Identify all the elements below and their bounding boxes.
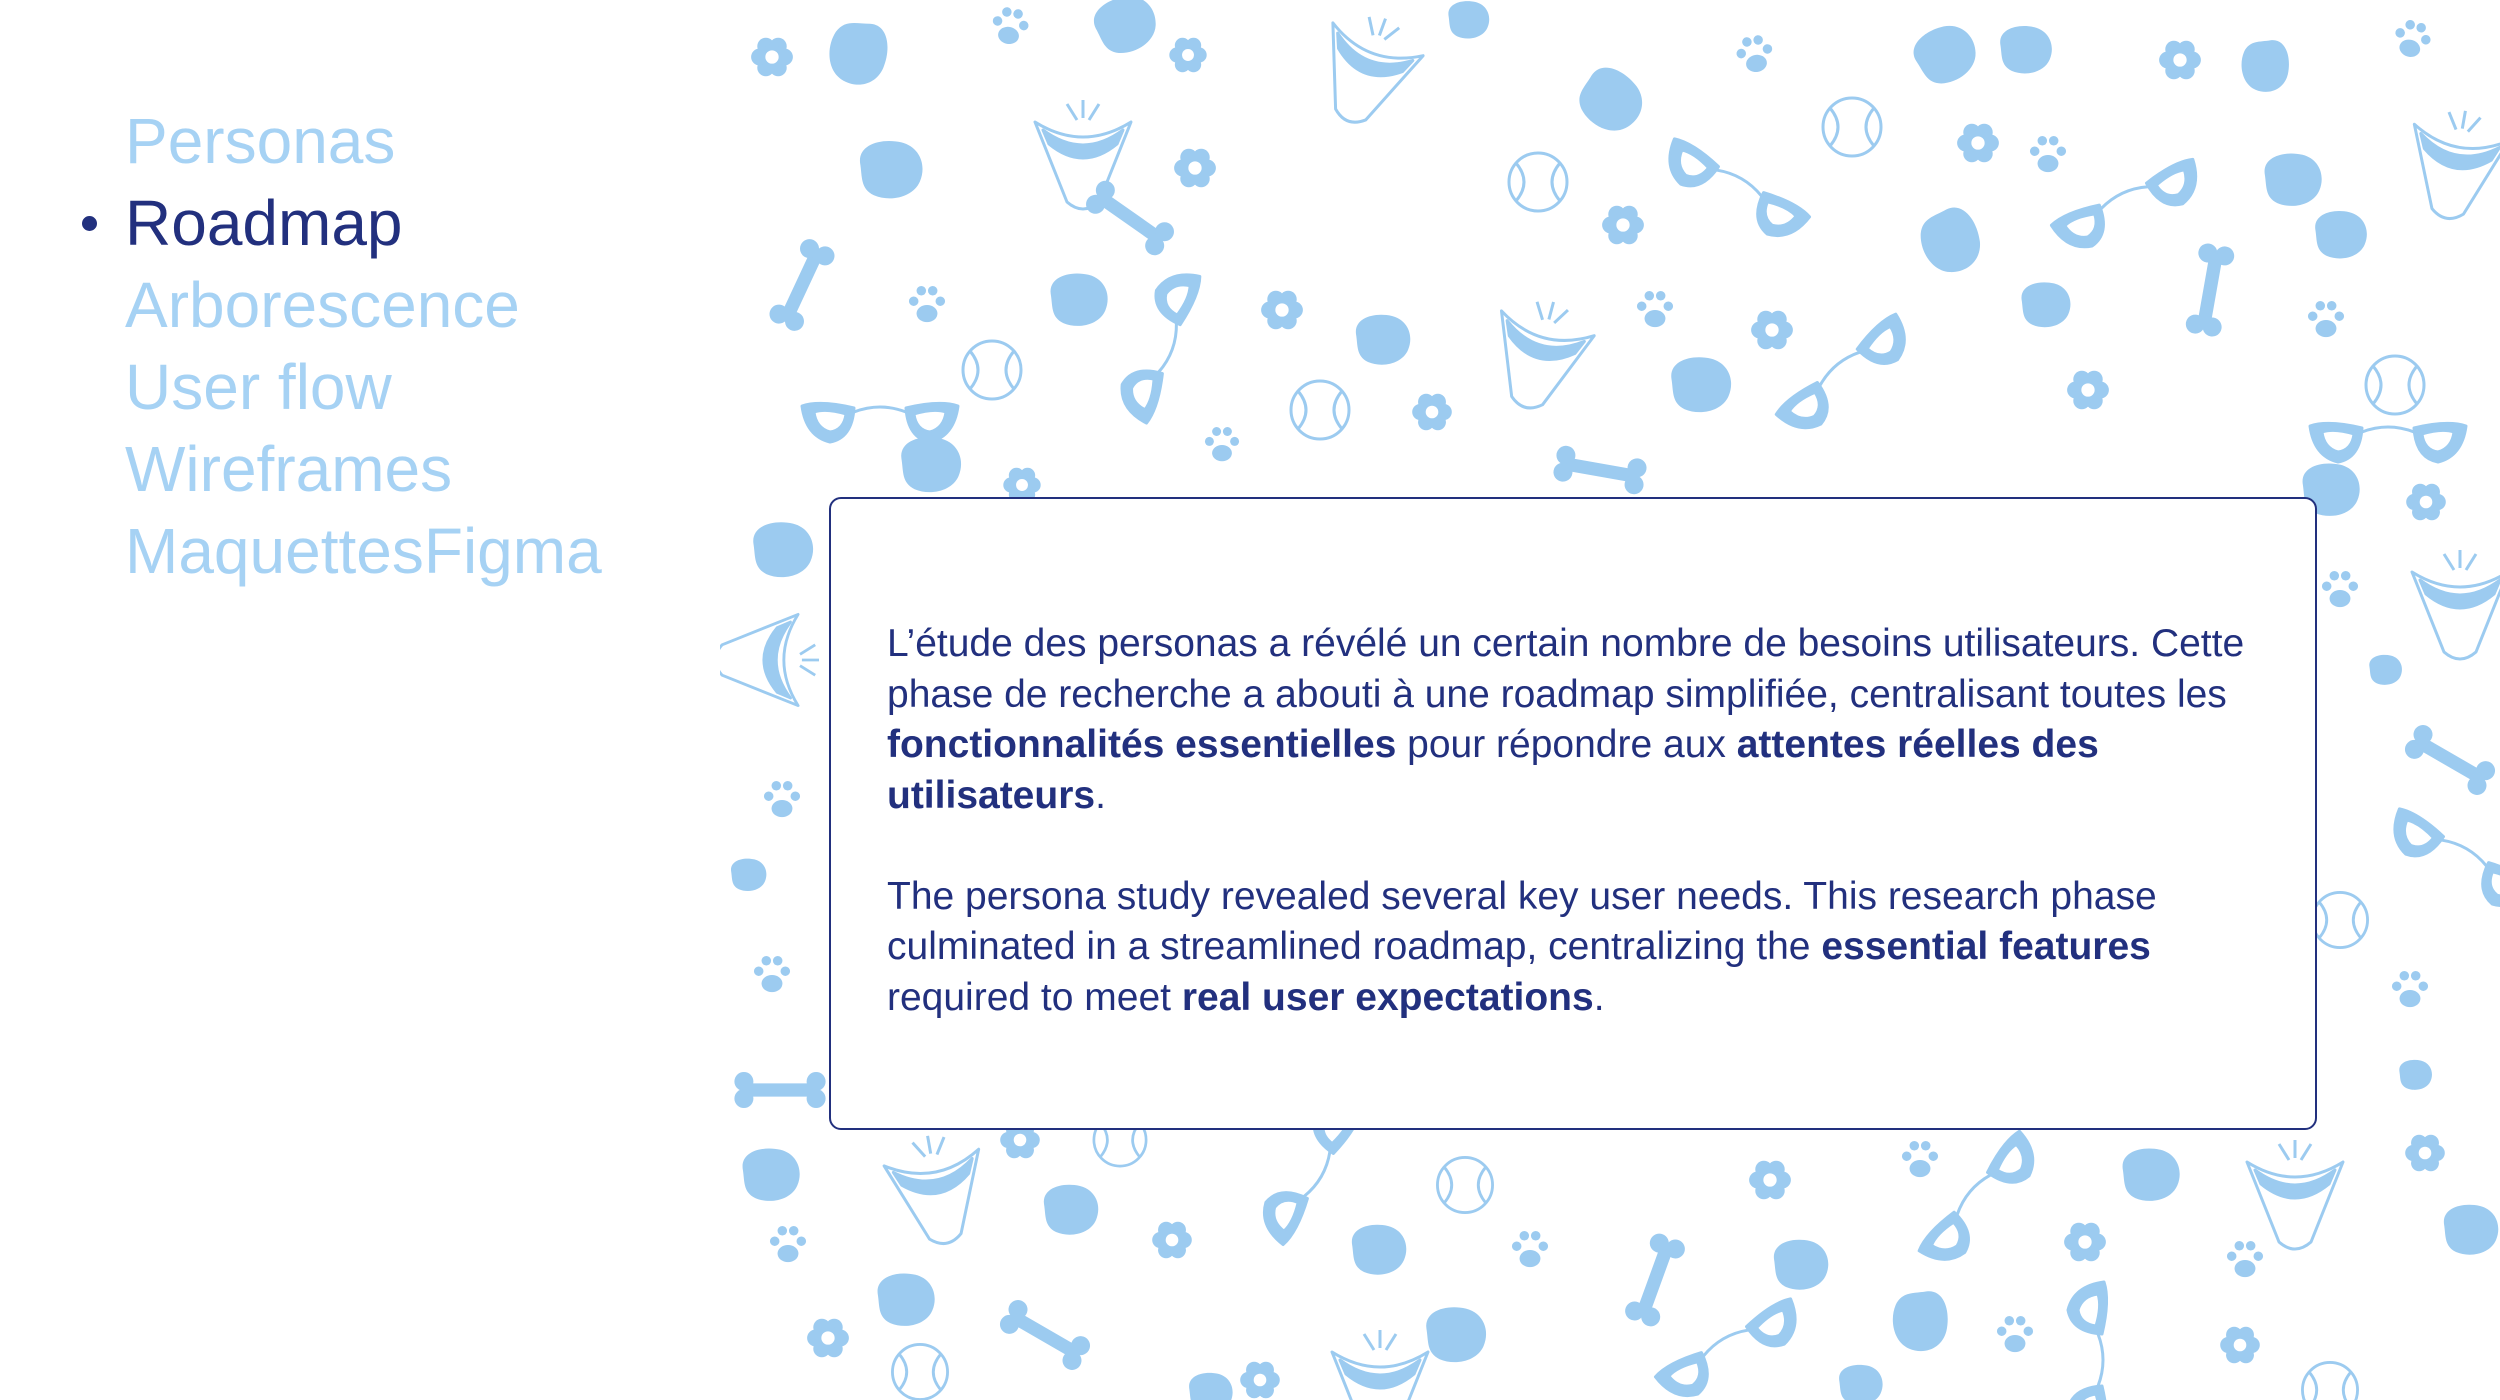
- paw-icon: [2308, 301, 2344, 337]
- flower-icon: [2406, 484, 2446, 521]
- paw-icon: [1205, 427, 1239, 461]
- highlight-attentes: attentes réelles des utilisateurs: [887, 723, 2099, 817]
- bandana-icon: [1479, 290, 1600, 420]
- blob-icon: [1913, 202, 1988, 280]
- ball-icon: [1823, 98, 1881, 156]
- blob-icon: [1569, 58, 1654, 142]
- flower-icon: [1174, 149, 1216, 188]
- glasses-icon: [1775, 312, 1919, 442]
- blob-icon: [753, 522, 813, 577]
- blob-icon: [860, 141, 923, 198]
- flower-icon: [2064, 1223, 2106, 1262]
- bone-icon: [766, 236, 837, 334]
- ball-icon: [1437, 1157, 1492, 1212]
- paw-icon: [989, 5, 1031, 47]
- ball-icon: [2312, 892, 2367, 947]
- flower-icon: [1957, 124, 1999, 163]
- bandana-icon: [1303, 2, 1430, 137]
- bone-icon: [1552, 444, 1648, 495]
- nav-item-arborescence[interactable]: [0, 264, 720, 346]
- nav-item-wireframes[interactable]: [0, 428, 720, 510]
- glasses-icon: [1917, 1130, 2047, 1274]
- flower-icon: [807, 1319, 849, 1358]
- bandana-icon: [2412, 550, 2500, 659]
- blob-icon: [2021, 282, 2070, 327]
- bone-icon: [734, 1072, 825, 1108]
- nav-item-label: MaquettesFigma: [125, 515, 602, 587]
- flower-icon: [1240, 1362, 1280, 1399]
- flower-icon: [1749, 1161, 1791, 1200]
- paw-icon: [909, 286, 945, 322]
- bandana-icon: [2247, 1140, 2343, 1249]
- glasses-icon: [1656, 137, 1810, 248]
- paw-icon: [2030, 136, 2066, 172]
- blob-icon: [1051, 274, 1108, 326]
- ball-icon: [2366, 356, 2424, 414]
- blob-icon: [1839, 1365, 1883, 1400]
- blob-icon: [2265, 154, 2322, 206]
- flower-icon: [1169, 38, 1206, 73]
- paw-icon: [1997, 1316, 2033, 1352]
- ball-icon: [1291, 381, 1349, 439]
- card-body: [887, 619, 2267, 1023]
- flower-icon: [2159, 41, 2201, 80]
- bandana-icon: [880, 1128, 993, 1252]
- blob-icon: [2369, 655, 2402, 685]
- blob-icon: [824, 17, 891, 89]
- roadmap-text-card: [829, 497, 2317, 1130]
- flower-icon: [1261, 291, 1303, 330]
- blob-icon: [1356, 315, 1410, 365]
- paw-icon: [1512, 1231, 1548, 1267]
- glasses-icon: [1113, 264, 1203, 424]
- flower-icon: [1602, 206, 1644, 245]
- nav-item-label: Wireframes: [125, 433, 453, 505]
- blob-icon: [2399, 1060, 2432, 1090]
- ball-icon: [1509, 153, 1567, 211]
- blob-icon: [1352, 1225, 1406, 1275]
- paragraph-english: The persona study revealed several key user needs. This research phase culminated in a streamlined roadmap, centralizing the essential features required to meet real user expectations.: [887, 874, 2157, 1019]
- flower-icon: [2067, 371, 2109, 410]
- blob-icon: [743, 1149, 800, 1201]
- highlight-fonctionnalites: fonctionnalités essentielles: [887, 723, 1397, 766]
- flower-icon: [1751, 311, 1793, 350]
- bone-icon: [996, 1297, 1093, 1374]
- nav-item-personas[interactable]: [0, 100, 720, 182]
- bandana-icon: [2399, 103, 2500, 227]
- blob-icon: [1089, 0, 1164, 60]
- blob-icon: [2000, 26, 2052, 73]
- active-bullet-icon: [82, 216, 97, 231]
- nav-item-label: Personas: [125, 105, 396, 177]
- blob-icon: [2315, 211, 2367, 258]
- blob-icon: [1907, 17, 1984, 92]
- flower-icon: [751, 38, 793, 77]
- bandana-icon: [720, 614, 819, 705]
- ball-icon: [2302, 1362, 2357, 1400]
- ball-icon: [892, 1344, 947, 1399]
- blob-icon: [1448, 1, 1489, 38]
- paw-icon: [754, 956, 790, 992]
- paw-icon: [2392, 971, 2428, 1007]
- nav-item-roadmap[interactable]: [0, 182, 720, 264]
- bandana-icon: [1332, 1330, 1428, 1400]
- blob-icon: [2444, 1205, 2498, 1255]
- paw-icon: [1902, 1141, 1938, 1177]
- glasses-icon: [2050, 157, 2208, 258]
- blob-icon: [1671, 357, 1731, 412]
- bone-icon: [1082, 177, 1177, 259]
- flower-icon: [2220, 1327, 2260, 1364]
- bone-icon: [1622, 1231, 1687, 1329]
- blob-icon: [1893, 1291, 1948, 1351]
- glasses-icon: [2068, 1282, 2107, 1400]
- flower-icon: [1412, 394, 1452, 431]
- blob-icon: [2123, 1149, 2180, 1201]
- highlight-essential-features: essential features: [1821, 925, 2151, 968]
- nav-item-label: Roadmap: [125, 187, 403, 259]
- paw-icon: [770, 1226, 806, 1262]
- paw-icon: [764, 781, 800, 817]
- paw-icon: [2227, 1241, 2263, 1277]
- glasses-icon: [2381, 807, 2500, 918]
- glasses-icon: [2310, 423, 2466, 462]
- blob-icon: [1426, 1307, 1486, 1362]
- nav-item-maquettes-figma[interactable]: [0, 510, 720, 592]
- blob-icon: [2242, 40, 2289, 92]
- paw-icon: [2322, 571, 2358, 607]
- blob-icon: [1774, 1240, 1828, 1290]
- blob-icon: [1044, 1185, 1098, 1235]
- blob-icon: [731, 859, 766, 891]
- bone-icon: [2184, 242, 2235, 338]
- flower-icon: [1152, 1222, 1192, 1259]
- paw-icon: [1734, 33, 1776, 75]
- flower-icon: [2405, 1135, 2445, 1172]
- bone-icon: [2401, 722, 2498, 799]
- blob-icon: [878, 1274, 935, 1326]
- paw-icon: [2390, 17, 2434, 61]
- bandana-icon: [1035, 100, 1131, 209]
- nav-item-label: Arborescence: [125, 269, 520, 341]
- glasses-icon: [802, 403, 958, 442]
- paw-icon: [1637, 291, 1673, 327]
- nav-item-user-flow[interactable]: [0, 346, 720, 428]
- blob-icon: [901, 437, 961, 492]
- highlight-user-expectations: real user expectations: [1181, 975, 1594, 1019]
- blob-icon: [1189, 1373, 1233, 1400]
- glasses-icon: [1654, 1297, 1808, 1400]
- paragraph-french: L’étude des personas a révélé un certain nombre de besoins utilisateurs. Cette phase de recherche a abouti à une roadmap simplifiée, centralisant toutes les fonctionnalités essentielles pour répondre aux attentes réelles des utilisateurs.: [887, 622, 2245, 817]
- section-nav: [0, 100, 720, 592]
- ball-icon: [963, 341, 1021, 399]
- nav-item-label: User flow: [125, 351, 392, 423]
